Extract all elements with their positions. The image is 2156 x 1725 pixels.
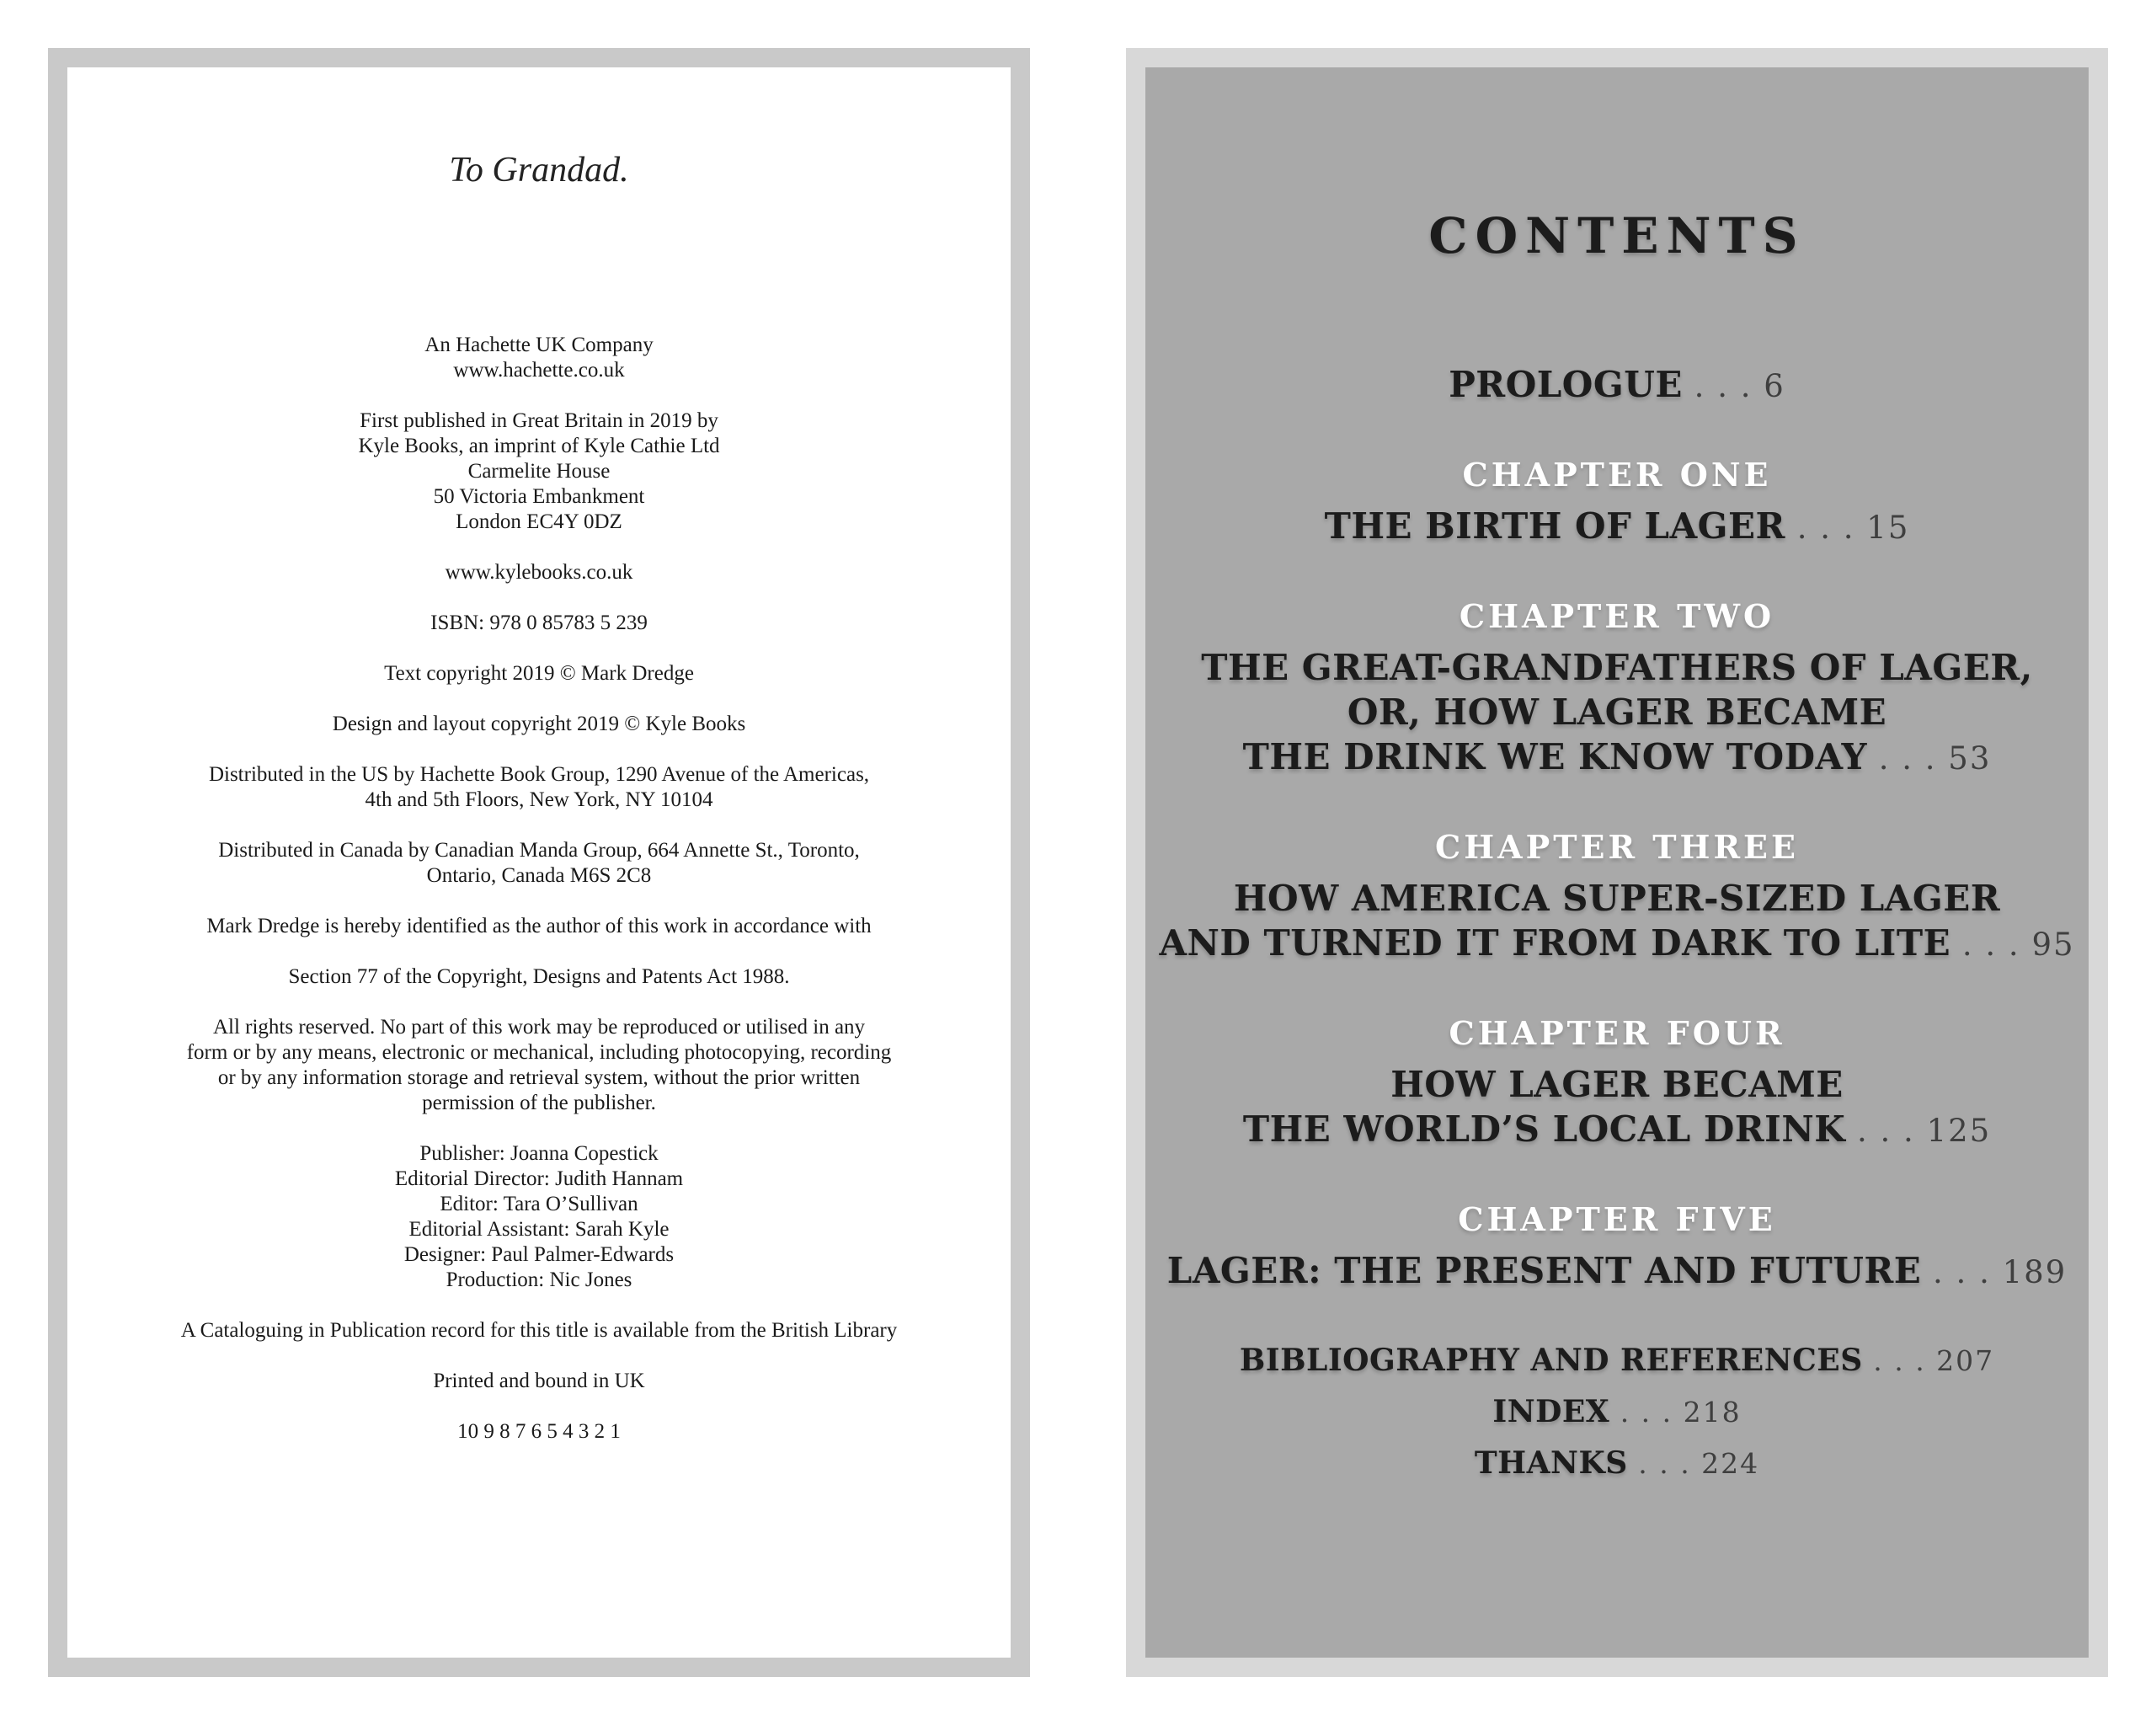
toc-entry-title: LAGER: THE PRESENT AND FUTURE . . . 189 — [1166, 1250, 2068, 1291]
imprint-paragraph: All rights reserved. No part of this work may be reproduced or utilised in any form or by any means, electronic or mechanical, including photocopying, recording or by any information storage and retrieval system, without the prior written permission of the publisher. — [186, 1016, 892, 1114]
imprint-paragraph: Design and layout copyright 2019 © Kyle Books — [332, 713, 746, 735]
imprint-paragraph: 10 9 8 7 6 5 4 3 2 1 — [457, 1420, 621, 1443]
toc-entry — [1145, 825, 2089, 967]
contents-title: CONTENTS — [1428, 207, 1806, 264]
imprint-page — [48, 48, 1030, 1677]
toc-entry-page-number: . . . 15 — [1785, 510, 1910, 546]
contents-page-inner — [1145, 67, 2089, 1658]
toc-entry — [1145, 1338, 2089, 1383]
toc-entry-title: THANKS . . . 224 — [1474, 1445, 1760, 1481]
toc-entry-title: THE WORLD’S LOCAL DRINK . . . 125 — [1242, 1108, 1992, 1150]
imprint-paragraph: Distributed in Canada by Canadian Manda Group, 664 Annette St., Toronto, Ontario, Canada M6S 2C8 — [218, 839, 860, 887]
toc-entry — [1145, 594, 2089, 781]
toc-entry-title: PROLOGUE . . . 6 — [1449, 364, 1785, 405]
toc-entry — [1145, 362, 2089, 409]
toc-entry-page-number: . . . 218 — [1609, 1396, 1742, 1429]
toc-entry-title: BIBLIOGRAPHY AND REFERENCES . . . 207 — [1239, 1343, 1995, 1378]
imprint-paragraph: ISBN: 978 0 85783 5 239 — [430, 611, 648, 634]
chapter-label: CHAPTER FOUR — [1449, 1014, 1785, 1052]
imprint-paragraph: Section 77 of the Copyright, Designs and Patents Act 1988. — [288, 965, 790, 988]
imprint-paragraph: A Cataloguing in Publication record for this title is available from the British Library — [180, 1319, 898, 1342]
imprint-paragraph: www.kylebooks.co.uk — [445, 561, 633, 584]
toc-entry-page-number: . . . 207 — [1862, 1344, 1995, 1377]
toc-entry-title: INDEX . . . 218 — [1492, 1394, 1742, 1429]
imprint-text-block — [67, 333, 1011, 1445]
imprint-paragraph: First published in Great Britain in 2019 by Kyle Books, an imprint of Kyle Cathie Ltd Carmelite House 50 Victoria Embankment London EC4Y 0DZ — [358, 409, 720, 533]
imprint-paragraph: Mark Dredge is hereby identified as the author of this work in accordance with — [206, 915, 872, 937]
toc-entry-title: OR, HOW LAGER BECAME — [1347, 692, 1887, 733]
imprint-paragraph: Publisher: Joanna Copestick Editorial Director: Judith Hannam Editor: Tara O’Sullivan Editorial Assistant: Sarah Kyle Designer: Paul Palmer-Edwards Production: Nic Jones — [394, 1142, 684, 1291]
imprint-paragraph: Printed and bound in UK — [433, 1370, 645, 1392]
toc-entry — [1145, 452, 2089, 550]
imprint-paragraph: Text copyright 2019 © Mark Dredge — [384, 662, 694, 685]
chapter-label: CHAPTER FIVE — [1458, 1200, 1776, 1238]
toc-entry-page-number: . . . 189 — [1921, 1254, 2068, 1290]
imprint-page-inner — [67, 67, 1011, 1658]
toc-entry-title: THE GREAT-GRANDFATHERS OF LAGER, — [1201, 647, 2033, 688]
toc-entry-title: THE DRINK WE KNOW TODAY . . . 53 — [1242, 736, 1992, 777]
toc-entry — [1145, 1197, 2089, 1295]
toc-entry-page-number: . . . 6 — [1682, 368, 1785, 404]
imprint-paragraph: Distributed in the US by Hachette Book Group, 1290 Avenue of the Americas, 4th and 5th Floors, New York, NY 10104 — [208, 763, 870, 811]
toc-entry — [1145, 1390, 2089, 1434]
toc-entry-title: HOW LAGER BECAME — [1390, 1064, 1844, 1105]
toc-entry-page-number: . . . 53 — [1866, 740, 1992, 777]
chapter-label: CHAPTER TWO — [1459, 597, 1775, 635]
toc-entry-title: AND TURNED IT FROM DARK TO LITE . . . 95 — [1159, 922, 2075, 964]
imprint-paragraph: An Hachette UK Company www.hachette.co.uk — [424, 334, 654, 382]
toc-entry-title: HOW AMERICA SUPER-SIZED LAGER — [1233, 878, 2001, 919]
toc-entry — [1145, 1011, 2089, 1153]
chapter-label: CHAPTER THREE — [1435, 828, 1799, 866]
contents-page — [1126, 48, 2108, 1677]
toc-entry — [1145, 1441, 2089, 1486]
toc-entry-title: THE BIRTH OF LAGER . . . 15 — [1324, 505, 1910, 547]
toc-list — [1145, 362, 2089, 1486]
toc-entry-page-number: . . . 125 — [1845, 1113, 1992, 1149]
toc-entry-page-number: . . . 224 — [1627, 1447, 1760, 1480]
dedication-text: To Grandad. — [449, 151, 629, 190]
chapter-label: CHAPTER ONE — [1462, 456, 1772, 494]
toc-entry-page-number: . . . 95 — [1951, 927, 2075, 963]
